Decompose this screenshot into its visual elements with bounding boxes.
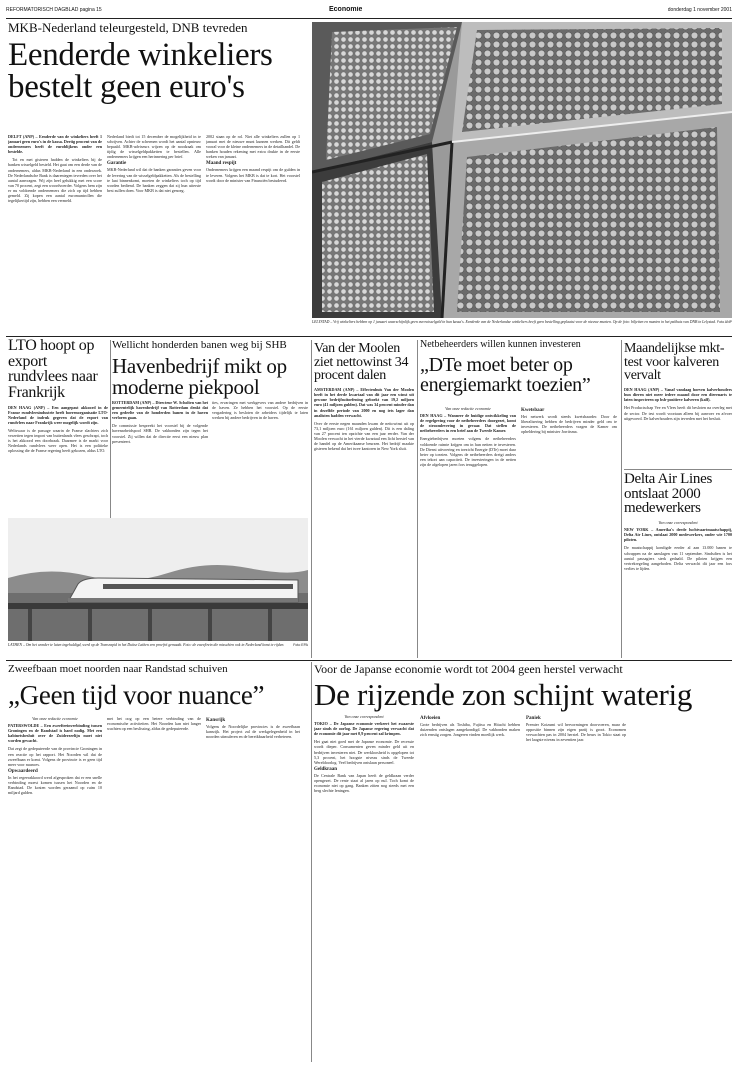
col-rule-2: [311, 340, 312, 658]
story-japan-col3: [526, 714, 626, 1060]
photo-euro-credit: Foto ANP: [717, 320, 732, 324]
photo-transrapid: [8, 518, 308, 641]
story-kalveren-lead: DEN HAAG (ANP) – Vanaf vandaag hoeven kalverhouders hun dieren niet meer iedere maand door een dierenarts te laten inspecteren op bsb-positieve kalveren (kalf).: [624, 387, 732, 403]
story-zweefbaan-col3: [206, 716, 300, 1060]
story-moolen-kicker: Van der Moolen ziet nettowinst 34 procent dalen: [314, 341, 409, 384]
story-japan-author: Van onze correspondent: [344, 714, 384, 719]
story-euro-lead: DELFT (ANP) – Eenderde van de winkeliers heeft 1 januari geen euro's in de kassa. Dertig procent van de ondernemers heeft de euroblijkens onder een bestelde.: [8, 134, 102, 155]
story-euro-col2: [107, 134, 201, 314]
story-haven-kicker: Wellicht honderden banen weg bij SHB: [112, 339, 287, 351]
story-japan-body2: De Centrale Bank van Japan heeft de geldkraan verder opengezet. De rente staat al jaren op nul. Toch komt de economie niet op gang. Banken zitten nog steeds met een berg slechte leningen.: [314, 772, 414, 794]
story-dte-body: Energiebedrijven moeten volgens de netbeheerders voldoende ruimte krijgen om in hun netten te investeren. De Dienst uitvoering en toezicht Energie (DTe) moet daar beter op toezien. Volgens de netbeheerders dreigt anders een tekort aan capaciteit. De investeringen in de netten zijn de afgelopen jaren fors teruggelopen.: [420, 436, 516, 467]
photo-euro-caption: LELYSTAD – Vrij winkeliers hebben op 1 januari waarschijnlijk geen eurowisselgeld in hun kassa's. Eenderde van de Nederlandse winkeliers heeft geen bestelling geplaatst voor de nieuwe munten. Op de foto: biljetten en munten in het pakhuis van DNB in Lelystad.: [312, 320, 716, 324]
story-euro-body2: Nederland biedt tot 15 december de mogelijkheid in te schrijven. Achter de schermen wordt het aantal opnieuw bepaald. MKB-adviseurs wijzen op de noodzaak om tijdig de wisselgeldpakketten te bestellen. Alle ondernemers krijgen een herinnering per brief.: [107, 134, 201, 160]
story-euro-body4: 2002 staan op de rol. Niet alle winkeliers zullen op 1 januari met de nieuwe munt kunnen werken. Dit geldt vooral voor de kleine ondernemers in de detailhandel. De banken houden rekening met extra drukte in de eerste weken van januari.: [206, 134, 300, 160]
story-dte: [420, 338, 618, 658]
story-euro-subhead2: Maand respijt: [206, 161, 237, 167]
story-japan: [314, 662, 732, 1062]
story-japan-col2: [420, 714, 520, 1060]
story-euro: [8, 21, 308, 316]
story-zweefbaan-lead: PATERSWOLDE – Een zweeftreinverbinding tussen Groningen en de Randstad is hard nodig. Met een kabinetsbesluit over de Zuiderzeelijn moet niet worden gewacht.: [8, 723, 102, 744]
story-delta-body: De maatschappij kondigde eerder al aan 13.000 banen te schrappen na de aanslagen van 11 september. Sindsdien is het aantal passagiers sterk gedaald. De piloten krijgen een vertrekregeling aangeboden. Delta verwacht dit jaar een fors verlies te lijden.: [624, 545, 732, 571]
rule-row2: [6, 336, 732, 337]
rule-row3: [6, 660, 732, 661]
story-euro-kicker: MKB-Nederland teleurgesteld, DNB tevreden: [8, 21, 248, 35]
story-dte-subhead: Kwetsbaar: [521, 408, 545, 413]
story-haven-headline: Havenbedrijf mikt op moderne piekpool: [112, 354, 287, 399]
story-kalveren-body: Het Productschap Vee en Vlees heeft dit besloten na overleg met de sector. De test wordt voortaan alleen bij aanvoer en afvoer uitgevoerd. De kalverhouders zijn tevreden met het besluit.: [624, 405, 732, 421]
story-kalveren-text: [624, 387, 732, 421]
story-lto-body: Weliswaar is de passage waarin de Franse slachters zich verzetten tegen import van buitenlands vlees geschrapt, toch is het akkoord een doorbraak. Daarmee is de markt voor Nederlands rundvlees weer open. Het is een politieke oplossing die de Franse regering heeft gekozen, aldus LTO.: [8, 428, 108, 454]
col-rule-3: [417, 340, 418, 658]
story-dte-headline: „DTe moet beter op energiemarkt toezien”: [420, 354, 591, 396]
story-dte-col1: [420, 406, 516, 656]
header-rule: [6, 18, 732, 19]
story-dte-lead: DEN HAAG – Wanneer de huidige ontwikkeling van de regelgeving voor de netbeheerders doorgezet, komt de stroomlevering in gevaar. Dat stellen de netbeheerders in een brief aan de Tweede Kamer.: [420, 413, 516, 434]
story-moolen: [314, 338, 414, 658]
story-zweefbaan-body1: Dat zegt de gedeputeerde van de provincie Groningen in een reactie op het rapport. Het Noorden wil dat de zweefbaan er komt. Volgens de provincie is er geen tijd meer voor nuances.: [8, 746, 102, 767]
story-moolen-body: Over de eerste negen maanden kwam de nettowinst uit op 73,1 miljoen euro (161 miljoen gulden). Dit is een daling van 27 procent ten opzichte van een jaar eerder. Van der Moolen verwacht in het vierde kwartaal een licht herstel van de handel op de Amerikaanse beurzen. Het bedrijf maakte gisteren bekend dat het twee kantoren in New York sluit.: [314, 420, 414, 452]
row-rule-delta: [624, 469, 732, 470]
story-euro-body3: MKB-Nederland wil dat de banken garanties geven voor de levering van de wisselgeldpakketten. Als de bestelling te laat binnenkomt, moeten de winkeliers toch op tijd worden bediend. De banken zeggen dat zij hun uiterste best zullen doen. Voor MKB is dat niet genoeg.: [107, 167, 201, 193]
story-zweefbaan-col1: [8, 716, 102, 1060]
photo-transrapid-caption: LATHEN – Om het wonder te laten ingehuldigd, werd op de Transrapid in het Duitse Lathen een proefrit gemaakt. Foto: de zweeftrein die misschien ook in Nederland komt te rijden.: [8, 643, 285, 647]
story-japan-col1: [314, 714, 414, 1060]
story-lto-headline: LTO hoopt op export rundvlees naar Frankrijk: [8, 338, 98, 402]
story-zweefbaan-body2: In het regeerakkoord werd afgesproken dat er een snelle verbinding moest komen tussen het Noorden en de Randstad. De kosten worden geraamd op ruim 10 miljard gulden.: [8, 774, 102, 796]
story-japan-subhead2: Afvloeien: [420, 716, 441, 721]
story-kalveren-headline: Maandelijkse mkt-test voor kalveren vervalt: [624, 341, 725, 384]
story-dte-col2: [521, 406, 617, 656]
story-haven-lead: ROTTERDAM (ANP) – Directeur W. Scholten van het gemeentelijk havenbedrijf van Rotterdam denkt dat een gedeelte van de honderden banen in de haven verloren gaan.: [112, 400, 208, 421]
story-zweefbaan-body4: Volgens de Noordelijke provincies is de zweefbaan kansrijk. Het project zal de werkgelegenheid in het noorden stimuleren en de bereikbaarheid verbeteren.: [206, 724, 300, 740]
story-japan-body1: Het gaat niet goed met de Japanse economie. De recessie wordt dieper. Consumenten geven minder geld uit en bedrijven investeren niet. De werkloosheid is opgelopen tot 5,3 procent, het hoogste niveau sinds de Tweede Wereldoorlog. Veel bedrijven ontslaan personeel.: [314, 739, 414, 765]
story-zweefbaan-subhead1: Opwaardeerd: [8, 768, 38, 774]
page-date: donderdag 1 november 2001: [667, 7, 732, 13]
story-haven-body2: ties, ervaringen met werkgevers van andere bedrijven in de haven. Ze hebben het voorstel. Op de eerste vergadering is besloten de arbeiders tijdelijk te laten werken bij andere bedrijven in de haven.: [212, 400, 308, 421]
story-japan-kicker: Voor de Japanse economie wordt tot 2004 geen herstel verwacht: [314, 662, 623, 676]
section-name: Economie: [329, 6, 363, 13]
euro-crates-image: [312, 22, 732, 318]
story-japan-body3: Grote bedrijven als Toshiba, Fujitsu en Hitachi hebben duizenden ontslagen aangekondigd. De vakbonden maken zich ernstig zorgen. Jongeren vinden moeilijk werk.: [420, 722, 520, 738]
story-zweefbaan-subhead2: Kansrijk: [206, 718, 226, 723]
transrapid-image: [8, 518, 308, 641]
col-rule-4: [621, 340, 622, 658]
story-euro-subhead1: Garantie: [107, 161, 127, 167]
photo-transrapid-caption-block: [8, 643, 308, 657]
col-rule-1: [110, 340, 111, 518]
story-moolen-lead: AMSTERDAM (ANP) – Effectenhuis Van der Moolen heeft in het derde kwartaal van dit jaar een winst uit gewone bedrijfsuitoefening geboekt van 19,2 miljoen euro (41 miljoen gulden). Dat was 34 procent minder dan in dezelfde periode van 2000 en nog iets lager dan analisten hadden verwacht.: [314, 387, 414, 418]
story-delta-lead: NEW YORK – Amerika's derde luchtvaartmaatschappij, Delta Air Lines, ontslaat 2000 medewerkers, onder wie 1700 piloten.: [624, 527, 732, 543]
story-zweefbaan-body3: met het oog op een betere verbinding van de economische activiteiten. Het Noorden kan niet langer wachten op een beslissing, aldus de gedeputeerde.: [107, 716, 201, 732]
story-japan-subhead1: Geldkraan: [314, 766, 338, 772]
story-euro-col1: [8, 134, 102, 314]
story-japan-lead: TOKIO – De Japanse economie verkeert het zwaarste jaar sinds de oorlog. De Japanse regering verwacht dat de economie dit jaar met 0,9 procent zal krimpen.: [314, 721, 414, 737]
story-euro-col3: [206, 134, 300, 314]
story-japan-headline: De rijzende zon schijnt waterig: [314, 677, 693, 712]
story-delta: [624, 472, 732, 658]
story-zweefbaan-col2: [107, 716, 201, 1060]
story-japan-body4: Premier Koizumi wil hervormingen doorvoeren, maar de oppositie binnen zijn eigen partij is groot. Economen verwachten pas in 2004 herstel. De beurs in Tokio staat op het laagste niveau in zeventien jaar.: [526, 722, 626, 743]
story-japan-subhead3: Paniek: [526, 716, 541, 721]
story-delta-text: [624, 520, 732, 571]
story-lto: [8, 338, 108, 513]
story-kalveren: [624, 338, 732, 468]
story-haven-body1: De commissie bespreekt het voorstel bij de volgende havenarbeidspool SHB. De vakbonden zijn tegen het voorstel. Zij willen dat de directie eerst een nieuw plan presenteert.: [112, 423, 208, 444]
story-zweefbaan-kicker: Zweefbaan moet noorden naar Randstad schuiven: [8, 663, 228, 675]
photo-euro-crates: [312, 22, 732, 318]
story-zweefbaan-headline: „Geen tijd voor nuance”: [8, 680, 265, 710]
story-euro-body5: Ondernemers krijgen een maand respijt om de gulden in te leveren. Volgens het MKB is dat te kort. Het voorstel wordt door de minister van Financiën bestudeerd.: [206, 167, 300, 183]
photo-transrapid-credit: Foto EPA: [293, 643, 308, 647]
photo-euro-caption-block: [312, 320, 732, 334]
story-delta-headline: Delta Air Lines ontslaat 2000 medewerkers: [624, 472, 712, 517]
story-dte-kicker: Netbeheerders willen kunnen investeren: [420, 339, 581, 350]
story-zweefbaan-author: Van onze redactie economie: [32, 716, 78, 721]
story-delta-author: Van onze correspondent: [658, 520, 698, 526]
story-euro-body1: Tot en met gisteren hadden de winkeliers bij de banken wisselgeld besteld. Het gaat om een derde van de ondernemers, aldus MKB-Nederland in een onderzoek. De Nederlandsche Bank is daarentegen tevreden over het aantal aanvragen. Wij zijn heel gelukkig met een score van 70 procent, zegt een woordvoerder. Volgens hem zijn er nu voldoende ondernemers die zich op tijd hebben gemeld. Zij kopen een aantal euromuntrollen die tegelijkertijd zijn, hebben een vermeld.: [8, 157, 102, 204]
story-lto-text: [8, 405, 108, 454]
story-dte-body2: Het netwerk wordt steeds kwetsbaarder. Door de liberalisering hebben de bedrijven minder geld om te investeren. De netbeheerders vragen de Kamer om opheldering bij minister Jorritsma.: [521, 414, 617, 435]
story-haven-col2: [212, 400, 308, 514]
story-haven: [112, 338, 308, 516]
col-rule-5: [311, 662, 312, 1062]
story-dte-author: Van onze redactie economie: [445, 406, 491, 411]
story-moolen-text: [314, 387, 414, 451]
paper-name: REFORMATORISCH DAGBLAD pagina 15: [6, 7, 102, 13]
story-lto-lead: DEN HAAG (ANP) – Een aangepast akkoord in de Franse rundvleesindustrie heeft boerenorganisatie LTO-Nederland de indruk gegeven dat de export van rundvlees naar Frankrijk weer mogelijk wordt zijn.: [8, 404, 108, 425]
story-haven-col1: [112, 400, 208, 514]
page-header: [6, 6, 732, 18]
story-zweefbaan: [8, 662, 308, 1062]
story-euro-headline: Eenderde winkeliers bestelt geen euro's: [8, 37, 273, 106]
